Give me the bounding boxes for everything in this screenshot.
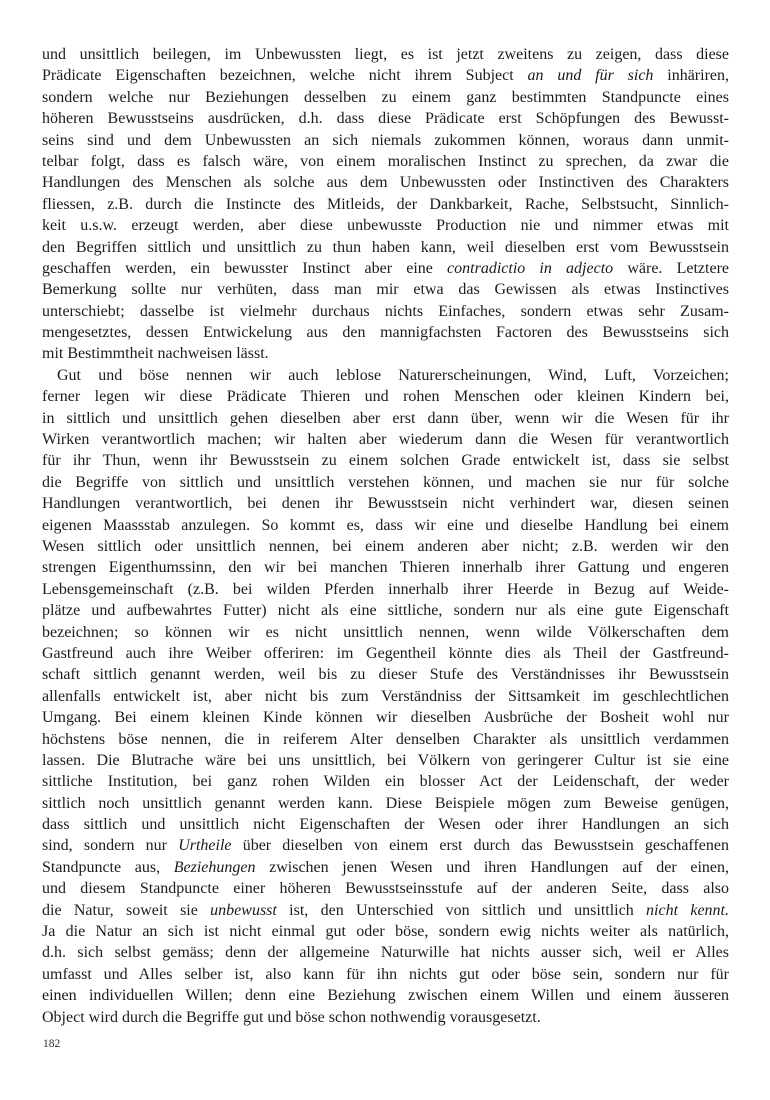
text-line	[42, 322, 729, 343]
text-segment: Handlungen des Menschen als solche aus dem Unbewussten oder Instinctiven des Charakters	[42, 174, 729, 192]
text-line	[42, 729, 729, 750]
text-segment: die Begriffe von sittlich und unsittlich verstehen können, und machen sie nur für solche	[42, 473, 729, 491]
italic-text-segment: Urtheile	[178, 837, 232, 855]
text-line	[42, 814, 729, 835]
text-segment: Wesen sittlich oder unsittlich nennen, bei einem anderen aber nicht; z.B. werden wir den	[42, 537, 729, 555]
text-line	[42, 258, 729, 279]
text-line	[42, 65, 729, 86]
text-segment: höheren Bewusstseins ausdrücken, d.h. dass diese Prädicate erst Schöpfungen des Bewusst-	[42, 110, 729, 128]
text-segment: sittlich noch unsittlich genannt werden kann. Diese Beispiele mögen zum Beweise genügen,	[42, 794, 729, 812]
text-line	[42, 536, 729, 557]
text-line	[42, 1007, 729, 1028]
text-segment: über dieselben von einem erst durch das Bewusstsein geschaffenen	[231, 837, 730, 855]
text-line	[42, 622, 729, 643]
italic-text-segment: Beziehungen	[173, 858, 256, 876]
text-line	[42, 857, 729, 878]
text-line	[42, 664, 729, 685]
text-line	[42, 964, 729, 985]
text-line	[42, 365, 729, 386]
text-line	[42, 151, 729, 172]
text-segment: mit Bestimmtheit nachweisen lässt.	[42, 345, 269, 363]
text-line	[42, 301, 729, 322]
text-segment: für ihr Thun, wenn ihr Bewusstsein zu einem solchen Grade entwickelt ist, dass sie selbst	[42, 452, 729, 470]
text-line	[42, 515, 729, 536]
text-segment: Object wird durch die Begriffe gut und böse schon nothwendig vorausgesetzt.	[42, 1008, 541, 1026]
text-line	[42, 600, 729, 621]
text-segment: telbar folgt, dass es falsch wäre, von einem moralischen Instinct zu sprechen, da zwar die	[42, 152, 729, 170]
text-segment: Standpuncte aus,	[42, 858, 174, 876]
page-text	[42, 44, 729, 1028]
text-segment: unterschiebt; dasselbe ist vielmehr durchaus nichts Einfaches, sondern etwas sehr Zusam-	[42, 302, 729, 320]
text-segment: die Natur, soweit sie	[42, 901, 211, 919]
text-segment: einen individuellen Willen; denn eine Beziehung zwischen einem Willen und einem äusseren	[42, 987, 729, 1005]
text-line	[42, 493, 729, 514]
text-segment: eigenen Maassstab anzulegen. So kommt es, dass wir eine und dieselbe Handlung bei einem	[42, 516, 729, 534]
text-line	[42, 878, 729, 899]
text-line	[42, 172, 729, 193]
text-segment: d.h. sich selbst gemäss; denn der allgemeine Naturwille hat nichts ausser sich, weil er Alles	[42, 944, 729, 962]
text-line	[42, 643, 729, 664]
text-segment: höchstens böse nennen, die in reiferem Alter denselben Charakter als unsittlich verdammen	[42, 730, 729, 748]
text-segment: bezeichnen; so können wir es nicht unsittlich nennen, wenn wilde Völkerschaften dem	[42, 623, 729, 641]
text-segment: plätze und aufbewahrtes Futter) nicht als eine sittliche, sondern nur als eine gute Eigenschaft	[42, 602, 729, 620]
text-line	[42, 985, 729, 1006]
italic-text-segment: contradictio in adjecto	[447, 259, 614, 277]
text-segment: sittliche Institution, bei ganz rohen Wilden ein blosser Act der Leidenschaft, der weder	[42, 773, 729, 791]
text-segment: den Begriffen sittlich und unsittlich zu thun haben kann, weil dieselben erst vom Bewusstsein	[42, 238, 729, 256]
text-segment: Gut und böse nennen wir auch leblose Naturerscheinungen, Wind, Luft, Vorzeichen;	[57, 366, 729, 384]
text-segment: seins sind und dem Unbewussten an sich niemals zukommen können, woraus dann unmit-	[42, 131, 729, 149]
text-segment: strengen Eigenthumssinn, den wir bei manchen Thieren innerhalb ihrer Gattung und engeren	[42, 559, 729, 577]
text-line	[42, 237, 729, 258]
text-line	[42, 429, 729, 450]
text-line	[42, 579, 729, 600]
text-segment: ferner legen wir diese Prädicate Thieren und rohen Menschen oder kleinen Kindern bei,	[42, 388, 729, 406]
text-segment: sondern welche nur Beziehungen desselben zu einem ganz bestimmten Standpuncte eines	[42, 88, 729, 106]
text-line	[42, 44, 729, 65]
text-line	[42, 750, 729, 771]
italic-text-segment: an und für sich	[527, 67, 654, 85]
page-number: 182	[43, 1038, 61, 1050]
text-line	[42, 386, 729, 407]
text-segment: Lebensgemeinschaft (z.B. bei wilden Pferden innerhalb ihrer Heerde in Bezug auf Weide-	[42, 580, 729, 598]
text-segment: fliessen, z.B. durch die Instincte des Mitleids, der Dankbarkeit, Rache, Selbstsucht, Sinnlich-	[42, 195, 729, 213]
text-line	[42, 942, 729, 963]
text-segment: und unsittlich beilegen, im Unbewussten liegt, es ist jetzt zweitens zu zeigen, dass diese	[42, 46, 729, 63]
text-segment: lassen. Die Blutrache wäre bei uns unsittlich, bei Völkern von geringerer Cultur ist sie eine	[42, 751, 729, 769]
text-line	[42, 87, 729, 108]
text-segment: schaft sittlich genannt werden, weil bis zu dieser Stufe des Verständnisses ihr Bewusstsein	[42, 666, 729, 684]
text-line	[42, 215, 729, 236]
text-segment: Bemerkung sollte nur verhüten, dass man mir etwa das Gewissen als etwas Instinctives	[42, 281, 729, 299]
text-line	[42, 108, 729, 129]
text-segment: umfasst und Alles selber ist, also kann für ihn nichts gut oder böse sein, sondern nur für	[42, 965, 729, 983]
text-segment: keit u.s.w. erzeugt werden, aber diese unbewusste Production nie und nimmer etwas mit	[42, 217, 729, 235]
text-line	[42, 835, 729, 856]
text-line	[42, 343, 729, 364]
text-line	[42, 130, 729, 151]
text-segment: Wirken verantwortlich machen; wir halten aber wiederum dann die Wesen für verantwortlich	[42, 431, 729, 449]
text-line	[42, 450, 729, 471]
text-segment: Prädicate Eigenschaften bezeichnen, welche nicht ihrem Subject	[42, 67, 528, 85]
text-line	[42, 557, 729, 578]
text-segment: Gastfreund auch ihre Weiber offeriren: im Gegentheil könnte dies als Theil der Gastfreund-	[42, 644, 729, 662]
text-line	[42, 408, 729, 429]
text-line	[42, 900, 729, 921]
text-segment: wäre. Letztere	[613, 259, 729, 277]
text-segment: dass sittlich und unsittlich nicht Eigenschaften der Wesen oder ihrer Handlungen an sich	[42, 816, 729, 834]
text-segment: Ja die Natur an sich ist nicht einmal gut oder böse, sondern ewig nichts weiter als natürlich,	[42, 923, 729, 941]
text-segment: sind, sondern nur	[42, 837, 179, 855]
text-line	[42, 793, 729, 814]
text-segment: zwischen jenen Wesen und ihren Handlungen auf der einen,	[255, 858, 729, 876]
text-segment: inhäriren,	[653, 67, 729, 85]
text-line	[42, 194, 729, 215]
text-line	[42, 707, 729, 728]
text-segment: Handlungen verantwortlich, bei denen ihr Bewusstsein nicht verhindert war, diesen seinen	[42, 495, 729, 513]
text-line	[42, 279, 729, 300]
text-line	[42, 771, 729, 792]
italic-text-segment: unbewusst	[210, 901, 277, 919]
text-segment: geschaffen werden, ein bewusster Instinct aber eine	[42, 259, 448, 277]
text-line	[42, 686, 729, 707]
text-line	[42, 921, 729, 942]
text-segment: ist, den Unterschied von sittlich und unsittlich	[276, 901, 647, 919]
text-segment: und diesem Standpuncte einer höheren Bewusstseinsstufe auf der anderen Seite, dass also	[42, 880, 729, 898]
text-line	[42, 472, 729, 493]
text-segment: mengesetztes, dessen Entwickelung aus den mannigfachsten Factoren des Bewusstseins sich	[42, 324, 729, 342]
italic-text-segment: nicht kennt.	[646, 901, 730, 919]
text-segment: in sittlich und unsittlich gehen dieselben aber erst dann über, wenn wir die Wesen für ihr	[42, 409, 729, 427]
text-segment: allenfalls entwickelt ist, aber nicht bis zum Verständniss der Sittsamkeit im geschlechtlichen	[42, 687, 729, 705]
text-segment: Umgang. Bei einem kleinen Kinde können wir dieselben Ausbrüche der Bosheit wohl nur	[42, 709, 729, 727]
